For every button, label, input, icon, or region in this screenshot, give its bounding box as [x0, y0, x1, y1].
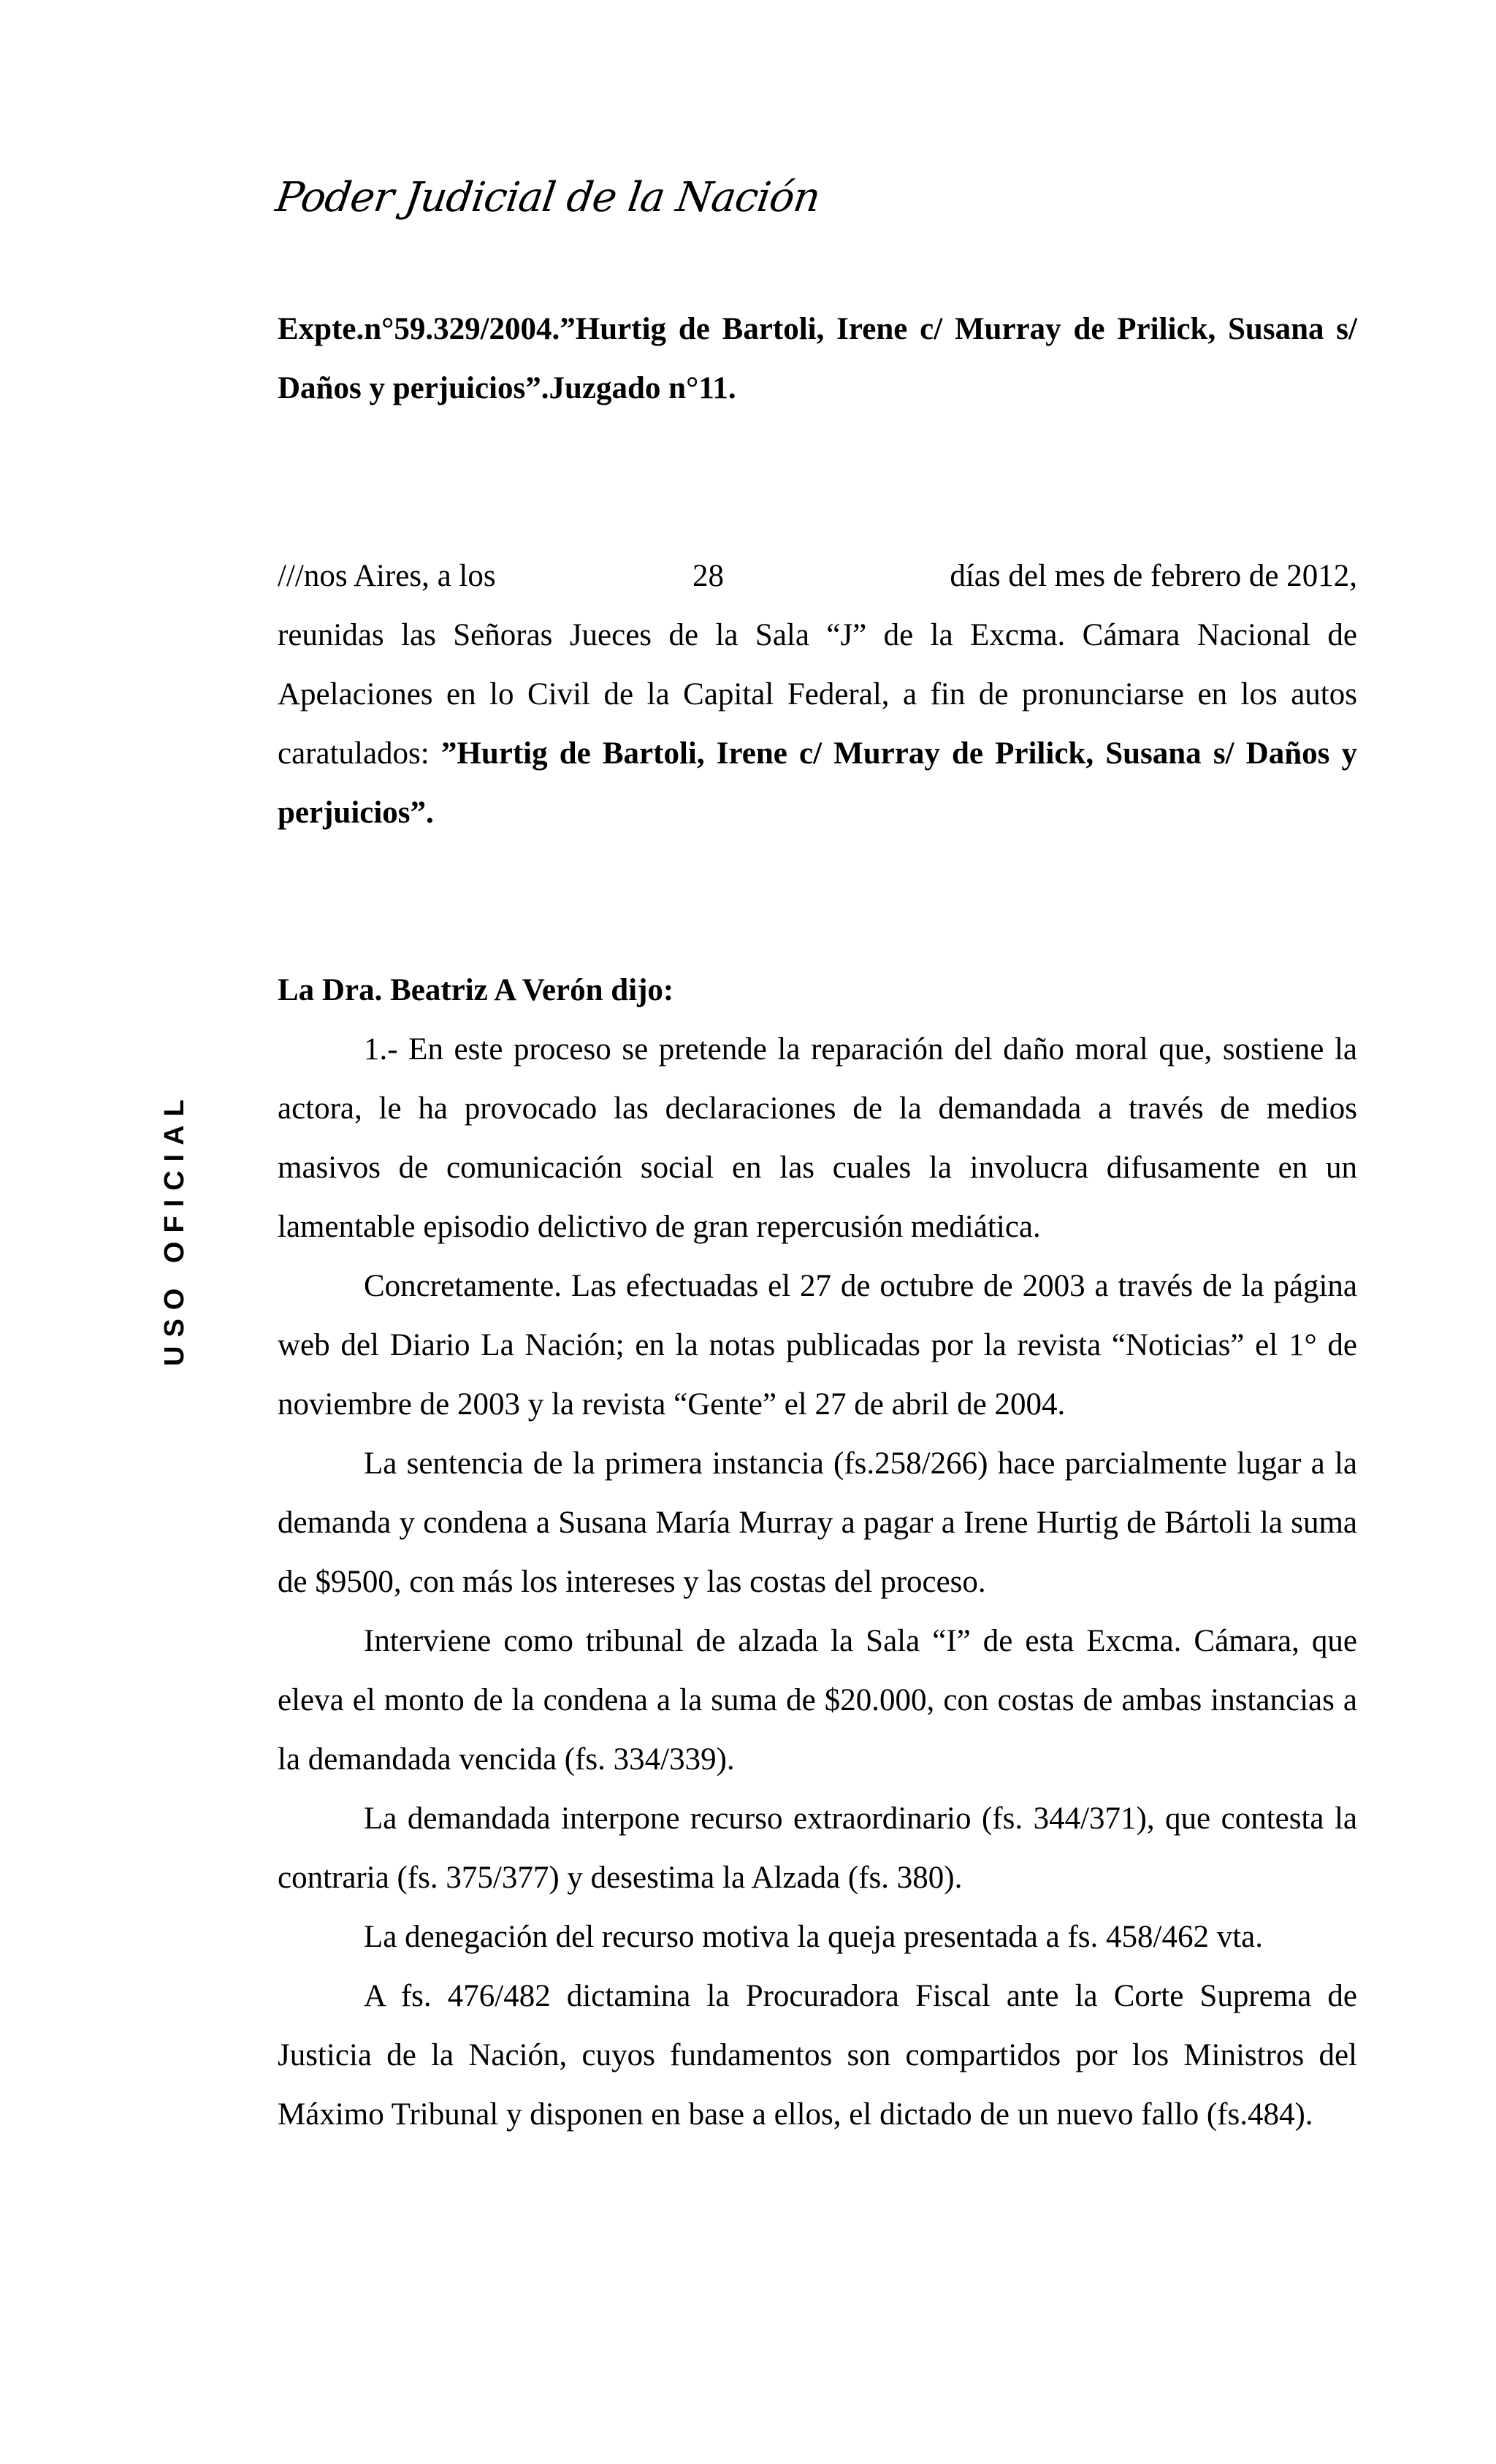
intro-body: [278, 606, 1357, 842]
paragraph-3: La sentencia de la primera instancia (fs.258/266) hace parcialmente lugar a la demanda y condena a Susana María Murray a pagar a Irene Hurtig de Bártoli la suma de $9500, con más los intereses y las costas del proceso.: [278, 1446, 1357, 1599]
paragraph-4: Interviene como tribunal de alzada la Sala “I” de esta Excma. Cámara, que eleva el monto de la condena a la suma de $20.000, con costas de ambas instancias a la demandada vencida (fs. 334/339).: [278, 1624, 1357, 1777]
paragraph-1: 1.- En este proceso se pretende la reparación del daño moral que, sostiene la actora, le ha provocado las declaraciones de la demandada a través de medios masivos de comunicación social en las cuales la involucra difusamente en un lamentable episodio delictivo de gran repercusión mediática.: [278, 1032, 1357, 1244]
paragraph-5: La demandada interpone recurso extraordinario (fs. 344/371), que contesta la contraria (fs. 375/377) y desestima la Alzada (fs. 380).: [278, 1801, 1357, 1895]
document-body: [278, 300, 1357, 2144]
intro-case-name: ”Hurtig de Bartoli, Irene c/ Murray de Prilick, Susana s/ Daños y perjuicios”.: [278, 736, 1357, 830]
institution-header: Poder Judicial de la Nación: [272, 174, 823, 221]
place-prefix: ///nos Aires, a los: [278, 559, 496, 593]
date-suffix: días del mes de febrero de 2012,: [950, 559, 1357, 593]
official-use-stamp-text: USO OFICIAL: [159, 1091, 190, 1366]
paragraph-7: A fs. 476/482 dictamina la Procuradora Fiscal ante la Corte Suprema de Justicia de la Nación, cuyos fundamentos son compartidos por los Ministros del Máximo Tribunal y disponen en base a ellos, el dictado de un nuevo fallo (fs.484).: [278, 1979, 1357, 2132]
day-number: 28: [692, 559, 724, 593]
paragraph-2: Concretamente. Las efectuadas el 27 de octubre de 2003 a través de la página web del Diario La Nación; en la notas publicadas por la revista “Noticias” el 1° de noviembre de 2003 y la revista “Gente” el 27 de abril de 2004.: [278, 1269, 1357, 1422]
case-title: Expte.n°59.329/2004.”Hurtig de Bartoli, Irene c/ Murray de Prilick, Susana s/ Daños y perjuicios”.Juzgado n°11.: [278, 312, 1357, 405]
judge-heading: La Dra. Beatriz A Verón dijo:: [278, 973, 674, 1007]
paragraph-6: La denegación del recurso motiva la queja presentada a fs. 458/462 vta.: [364, 1920, 1264, 1954]
intro-body-text: reunidas las Señoras Jueces de la Sala “J” de la Excma. Cámara Nacional de Apelaciones en lo Civil de la Capital Federal, a fin de pronunciarse en los autos caratulados:: [278, 618, 1357, 771]
intro-section: [278, 546, 1357, 842]
date-line: [278, 546, 1357, 606]
